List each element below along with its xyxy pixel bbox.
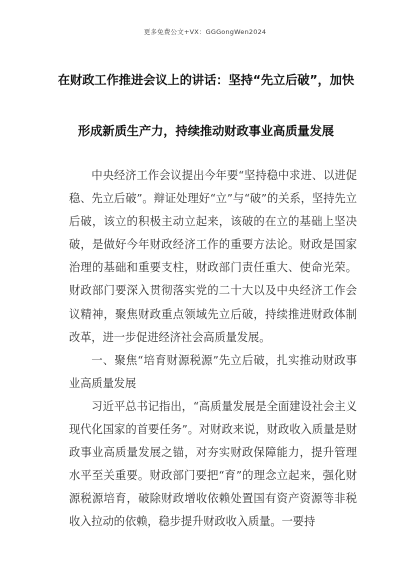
section-heading-1: 一、聚焦“培育财源税源”先立后破，扎实推动财政事业高质量发展 bbox=[69, 353, 357, 390]
document-title-line-1: 在财政工作推进会议上的讲话：坚持“先立后破”，加快 bbox=[57, 73, 355, 87]
document-title-line-2: 形成新质生产力，持续推动财政事业高质量发展 bbox=[78, 124, 334, 138]
paragraph-section-1: 习近平总书记指出，“高质量发展是全面建设社会主义现代化国家的首要任务”。对财政来说，财政收入质量是财政事业高质量发展之锚，对夯实财政保障能力，提升管理水平至关重要。财政部门要把“育”的理念立起来，强化财源税源培育，破除财政增收依赖处置国有资产资源等非税收入拉动的依赖，稳步提升财政收入质量。一要持 bbox=[69, 399, 357, 529]
header-note: 更多免费公文+VX：GGGongWen2024 bbox=[143, 28, 267, 36]
paragraph-intro: 中央经济工作会议提出今年要“坚持稳中求进、以进促稳、先立后破”。辩证处理好“立”与“破”的关系，坚持先立后破，该立的积极主动立起来，该破的在立的基础上坚决破，是做好今年财政经济工作的重要方法论。财政是国家治理的基础和重要支柱，财政部门责任重大、使命光荣。财政部门要深入贯彻落实党的二十大以及中央经济工作会议精神，聚焦财政重点领域先立后破，持续推进财政体制改革，进一步促进经济社会高质量发展。 bbox=[69, 169, 357, 344]
document-body bbox=[69, 164, 357, 534]
